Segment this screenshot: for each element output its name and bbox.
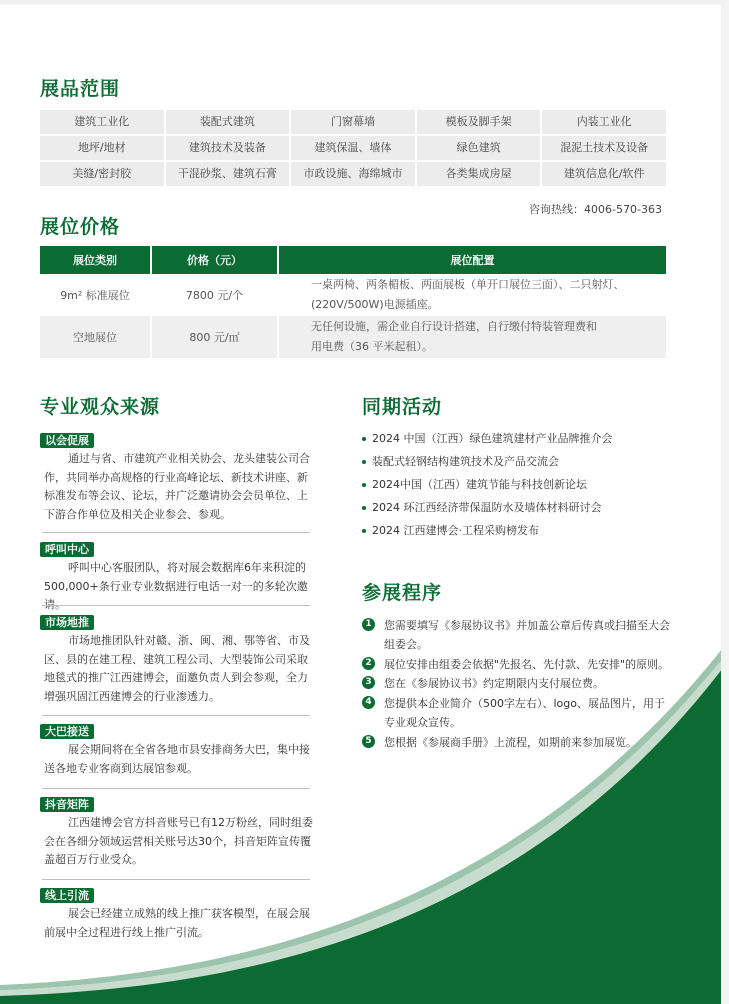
range-cell: 绿色建筑 <box>417 136 541 160</box>
bullet-icon <box>362 460 366 464</box>
activity-item <box>362 476 587 492</box>
procedure-title: 参展程序 <box>362 582 443 604</box>
config-line: (220V/500W)电源插座。 <box>311 298 439 311</box>
range-cell: 内装工业化 <box>542 110 666 134</box>
section-tag: 以会促展 <box>40 433 94 448</box>
section-tag: 线上引流 <box>40 888 94 903</box>
config-line: 用电费（36 平米起租）。 <box>311 340 433 353</box>
step-number-icon: 1 <box>362 618 375 631</box>
section-text: 展会期间将在全省各地市县安排商务大巴，集中接送各地专业客商到达展馆参观。 <box>44 743 310 775</box>
bullet-icon <box>362 437 366 441</box>
range-cell: 门窗幕墙 <box>291 110 415 134</box>
activity-text: 2024 江西建博会·工程采购榜发布 <box>372 524 539 537</box>
divider <box>42 788 310 789</box>
section-text: 通过与省、市建筑产业相关协会、龙头建装公司合作，共同举办高规格的行业高峰论坛、新技术讲座、新标准发布等会议、论坛，并广泛邀请协会会员单位、上下游合作单位及相关企业参会、参观。 <box>44 452 310 521</box>
header-config: 展位配置 <box>278 246 666 274</box>
activity-item <box>362 430 613 446</box>
audience-title: 专业观众来源 <box>40 396 161 418</box>
step-text: 您在《参展协议书》约定期限内支付展位费。 <box>384 677 604 690</box>
section-text: 江西建博会官方抖音账号已有12万粉丝，同时组委会在各细分领域运营相关账号达30个，抖音矩阵宣传覆盖超百万行业受众。 <box>44 816 313 866</box>
range-cell: 建筑技术及装备 <box>166 136 290 160</box>
price-table <box>40 246 666 358</box>
right-edge <box>721 0 729 1004</box>
step-number-icon: 5 <box>362 735 375 748</box>
booth-config <box>278 274 666 316</box>
procedure-step <box>362 733 672 752</box>
divider <box>42 715 310 716</box>
section-text: 呼叫中心客服团队，将对展会数据库6年来积淀的500,000+条行业专业数据进行电话一对一的多轮次邀请。 <box>44 561 308 611</box>
procedure-step <box>362 655 672 674</box>
range-cell: 模板及脚手架 <box>417 110 541 134</box>
booth-config <box>278 316 666 358</box>
range-cell: 建筑工业化 <box>40 110 164 134</box>
step-text: 您需要填写《参展协议书》并加盖公章后传真或扫描至大会组委会。 <box>384 619 670 651</box>
range-cell: 市政设施、海绵城市 <box>291 162 415 186</box>
header-price: 价格（元） <box>151 246 278 274</box>
range-cell: 美缝/密封胶 <box>40 162 164 186</box>
range-cell: 建筑信息化/软件 <box>542 162 666 186</box>
bullet-icon <box>362 483 366 487</box>
step-text: 您根据《参展商手册》上流程，如期前来参加展览。 <box>384 736 637 749</box>
range-cell: 干混砂浆、建筑石膏 <box>166 162 290 186</box>
activity-item <box>362 499 602 515</box>
bullet-icon <box>362 529 366 533</box>
activity-item <box>362 522 539 538</box>
step-number-icon: 3 <box>362 676 375 689</box>
section-tag: 大巴接送 <box>40 724 94 739</box>
step-number-icon: 4 <box>362 696 375 709</box>
range-grid <box>40 110 666 186</box>
range-cell: 建筑保温、墙体 <box>291 136 415 160</box>
config-line: 无任何设施，需企业自行设计搭建，自行缴付特装管理费和 <box>311 320 597 333</box>
booth-price: 7800 元/个 <box>151 274 278 316</box>
range-title: 展品范围 <box>40 78 121 100</box>
range-cell: 各类集成房屋 <box>417 162 541 186</box>
step-text: 展位安排由组委会依据"先报名、先付款、先安排"的原则。 <box>384 658 670 671</box>
booth-type: 空地展位 <box>40 316 151 358</box>
booth-type: 9m² 标准展位 <box>40 274 151 316</box>
range-cell: 装配式建筑 <box>166 110 290 134</box>
price-table-header <box>40 246 666 274</box>
procedure-step <box>362 616 672 654</box>
header-type: 展位类别 <box>40 246 151 274</box>
hotline: 咨询热线：4006-570-363 <box>529 203 662 216</box>
activity-text: 装配式轻钢结构建筑技术及产品交流会 <box>372 455 559 468</box>
procedure-step <box>362 694 672 732</box>
divider <box>42 879 310 880</box>
range-cell: 混泥土技术及设备 <box>542 136 666 160</box>
activity-item <box>362 453 559 469</box>
range-cell: 地坪/地材 <box>40 136 164 160</box>
price-title: 展位价格 <box>40 216 121 238</box>
activity-text: 2024 环江西经济带保温防水及墙体材料研讨会 <box>372 501 602 514</box>
activity-text: 2024 中国（江西）绿色建筑建材产业品牌推介会 <box>372 432 613 445</box>
section-tag: 市场地推 <box>40 615 94 630</box>
divider <box>42 605 310 606</box>
table-row <box>40 274 666 316</box>
section-tag: 抖音矩阵 <box>40 797 94 812</box>
booth-price: 800 元/㎡ <box>151 316 278 358</box>
section-text: 市场地推团队针对赣、浙、闽、湘、鄂等省、市及区、县的在建工程、建筑工程公司、大型装饰公司采取地毯式的推广江西建博会，面邀负责人到会参观，全力增强巩固江西建博会的行业渗透力。 <box>44 634 310 703</box>
section-text: 展会已经建立成熟的线上推广获客模型，在展会展前展中全过程进行线上推广引流。 <box>44 907 310 939</box>
section-tag: 呼叫中心 <box>40 542 94 557</box>
table-row <box>40 316 666 358</box>
activities-title: 同期活动 <box>362 396 443 418</box>
bullet-icon <box>362 506 366 510</box>
activity-text: 2024中国（江西）建筑节能与科技创新论坛 <box>372 478 587 491</box>
step-number-icon: 2 <box>362 657 375 670</box>
step-text: 您提供本企业简介（500字左右）、logo、展品图片，用于专业观众宣传。 <box>384 697 665 729</box>
procedure-step <box>362 674 672 693</box>
config-line: 一桌两椅、两条楣板、两面展板（单开口展位三面）、二只射灯、 <box>311 278 625 291</box>
divider <box>42 532 310 533</box>
